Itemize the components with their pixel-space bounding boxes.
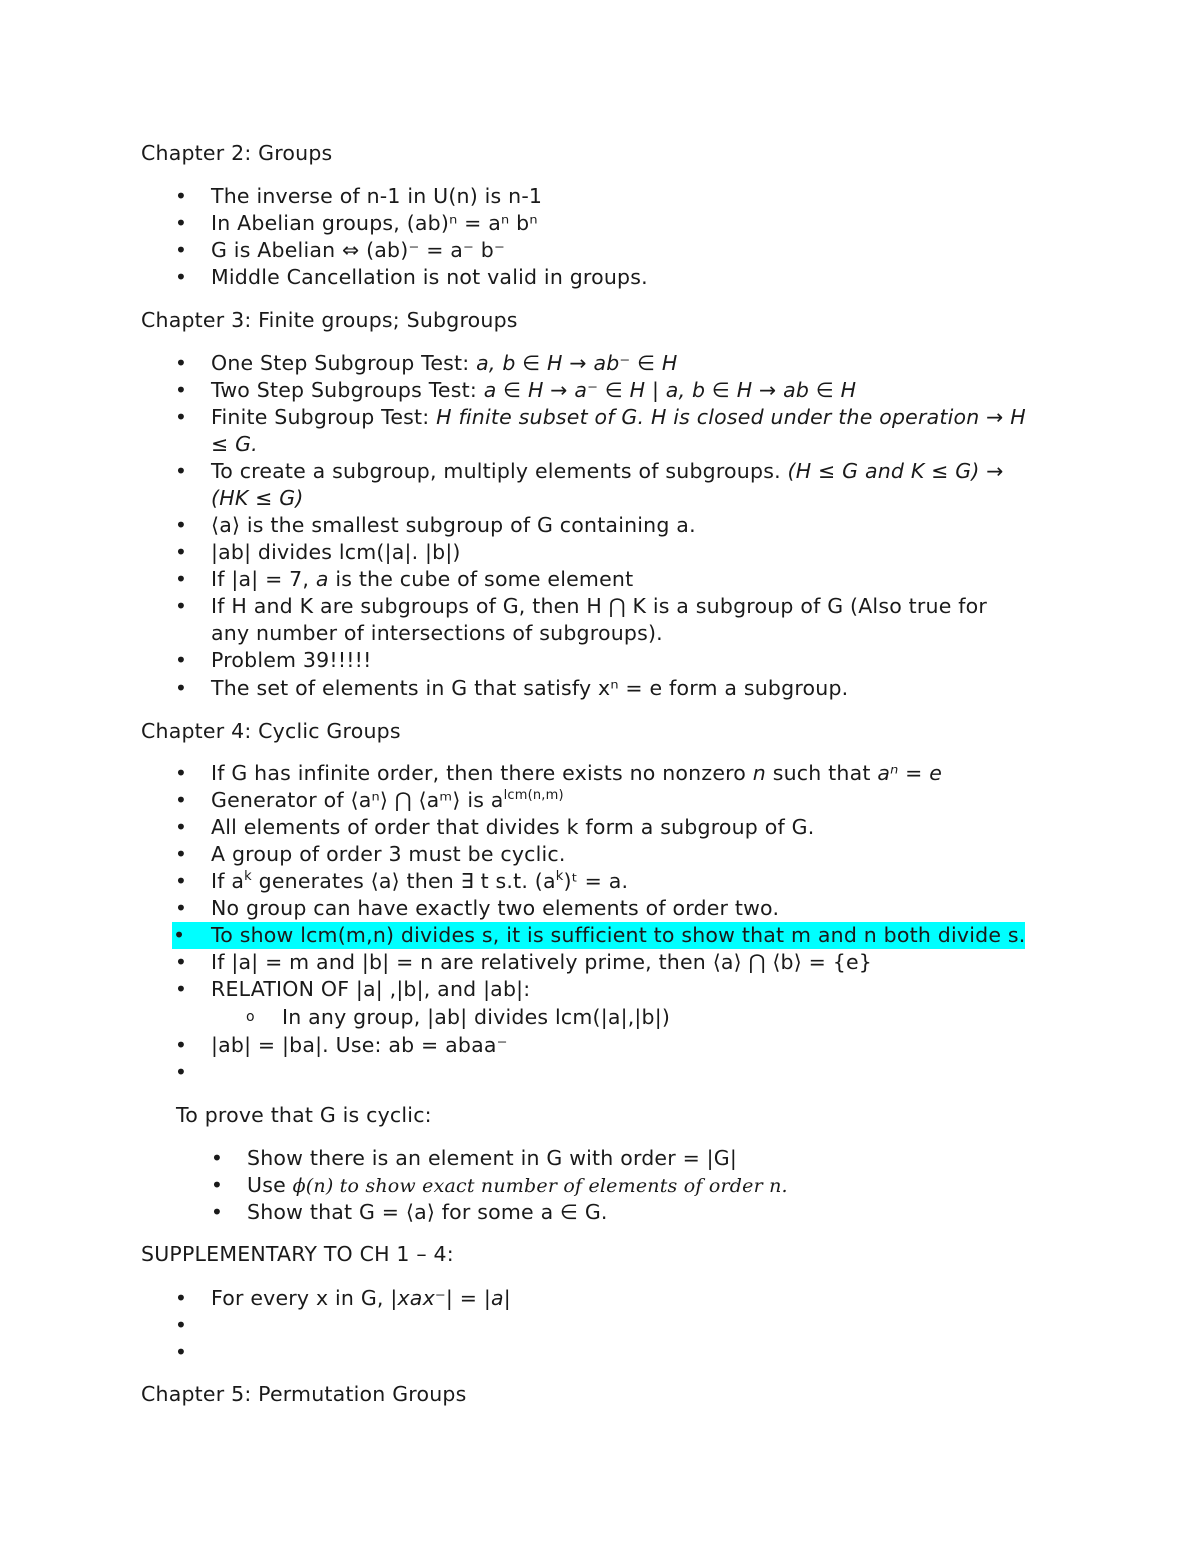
- list-item-text: Middle Cancellation is not valid in groups.: [211, 265, 648, 289]
- list-item: [0, 593, 1200, 620]
- bullet-icon: •: [174, 1060, 188, 1084]
- highlighted-list-item: [0, 922, 1200, 949]
- circle-bullet-icon: o: [246, 1009, 255, 1025]
- list-item: [0, 350, 1200, 377]
- formula-run: ϕ(n) to show exact number of elements of order n.: [292, 1175, 788, 1197]
- list-item-text: [211, 760, 942, 787]
- list-item-text: any number of intersections of subgroups).: [211, 621, 663, 645]
- list-item: [0, 976, 1200, 1003]
- list-item: [0, 814, 1200, 841]
- text-run: If G has infinite order, then there exists no nonzero: [211, 761, 753, 785]
- list-item-text: G is Abelian ⇔ (ab)⁻ = a⁻ b⁻: [211, 238, 506, 262]
- text-run: )ᵗ = a.: [563, 869, 629, 893]
- text-run: For every x in G, |: [211, 1286, 398, 1310]
- list-item-text: [211, 377, 856, 404]
- list-item: [0, 895, 1200, 922]
- list-item-text: No group can have exactly two elements of order two.: [211, 896, 780, 920]
- highlighted-text: To show lcm(m,n) divides s, it is sufficient to show that m and n both divide s.: [211, 923, 1026, 947]
- list-item: [0, 949, 1200, 976]
- supplementary-heading-line: [0, 1241, 1200, 1268]
- list-item: [0, 1032, 1200, 1059]
- chapter-5-heading: Chapter 5: Permutation Groups: [141, 1382, 467, 1406]
- chapter-5-heading-line: [0, 1381, 1200, 1408]
- list-item: [0, 512, 1200, 539]
- cyclic-proof-heading: To prove that G is cyclic:: [176, 1103, 432, 1127]
- bullet-icon: •: [174, 513, 188, 537]
- list-item-text: [211, 404, 1026, 431]
- bullet-icon: •: [174, 459, 188, 483]
- formula-run: (H ≤ G and K ≤ G) →: [787, 459, 1004, 483]
- text-run: |: [503, 1286, 511, 1310]
- list-item-text: In any group, |ab| divides lcm(|a|,|b|): [282, 1005, 671, 1029]
- list-item-text: The inverse of n-1 in U(n) is n-1: [211, 184, 543, 208]
- bullet-icon: •: [172, 922, 211, 949]
- list-item-text: [211, 566, 633, 593]
- list-item-text: RELATION OF |a| ,|b|, and |ab|:: [211, 977, 531, 1001]
- bullet-icon: •: [174, 211, 188, 235]
- bullet-icon: •: [174, 788, 188, 812]
- bullet-icon: •: [210, 1200, 224, 1224]
- list-item-text: The set of elements in G that satisfy xⁿ = e form a subgroup.: [211, 676, 849, 700]
- formula-run: ≤ G.: [211, 432, 258, 456]
- empty-list-item: [0, 1339, 1200, 1366]
- cyclic-proof-heading-line: [0, 1102, 1200, 1129]
- bullet-icon: •: [174, 896, 188, 920]
- list-item-text: |ab| = |ba|. Use: ab = abaa⁻: [211, 1033, 508, 1057]
- list-item-text: Problem 39!!!!!: [211, 648, 372, 672]
- list-item: [0, 1199, 1200, 1226]
- text-run: such that: [765, 761, 878, 785]
- list-item-continuation: [0, 485, 1200, 512]
- list-item-text: Show there is an element in G with order = |G|: [247, 1146, 737, 1170]
- list-item-text: ⟨a⟩ is the smallest subgroup of G containing a.: [211, 513, 696, 537]
- list-item-text: [211, 350, 678, 377]
- list-item-text: A group of order 3 must be cyclic.: [211, 842, 566, 866]
- superscript: lcm(n,m): [503, 788, 564, 804]
- chapter-3-heading-line: [0, 307, 1200, 334]
- chapter-2-heading: Chapter 2: Groups: [141, 141, 333, 165]
- bullet-icon: •: [174, 594, 188, 618]
- list-item: [0, 210, 1200, 237]
- bullet-icon: •: [174, 405, 188, 429]
- list-item: [0, 1172, 1200, 1199]
- bullet-icon: •: [174, 1313, 188, 1337]
- bullet-icon: •: [174, 815, 188, 839]
- list-item: [0, 566, 1200, 593]
- bullet-icon: •: [174, 351, 188, 375]
- bullet-icon: •: [174, 265, 188, 289]
- list-item-continuation: [0, 431, 1200, 458]
- text-run: One Step Subgroup Test:: [211, 351, 477, 375]
- superscript: k: [244, 869, 252, 885]
- chapter-4-heading: Chapter 4: Cyclic Groups: [141, 719, 401, 743]
- superscript: k: [555, 869, 564, 885]
- list-item-text: [211, 868, 628, 895]
- list-item-text: If |a| = m and |b| = n are relatively prime, then ⟨a⟩ ⋂ ⟨b⟩ = {e}: [211, 950, 873, 974]
- text-run: If a: [211, 869, 245, 893]
- list-item: [0, 1145, 1200, 1172]
- list-item: [0, 675, 1200, 702]
- list-item-text: Show that G = ⟨a⟩ for some a ∈ G.: [247, 1200, 608, 1224]
- bullet-icon: •: [174, 950, 188, 974]
- bullet-icon: •: [210, 1173, 224, 1197]
- formula-run: a: [315, 567, 329, 591]
- bullet-icon: •: [174, 1340, 188, 1364]
- formula-run: n: [752, 761, 766, 785]
- formula-run: xax⁻: [397, 1286, 446, 1310]
- bullet-icon: •: [174, 977, 188, 1001]
- bullet-icon: •: [174, 378, 188, 402]
- bullet-icon: •: [174, 540, 188, 564]
- list-item-text: [211, 1285, 511, 1312]
- list-item: [0, 787, 1200, 814]
- bullet-icon: •: [174, 869, 188, 893]
- list-item: [0, 458, 1200, 485]
- formula-run: a, b ∈ H → ab⁻ ∈ H: [476, 351, 678, 375]
- list-item-text: [247, 1172, 788, 1200]
- list-item-text: In Abelian groups, (ab)ⁿ = aⁿ bⁿ: [211, 211, 538, 235]
- formula-run: a: [490, 1286, 504, 1310]
- list-item: [0, 841, 1200, 868]
- bullet-icon: •: [174, 567, 188, 591]
- list-item: [0, 183, 1200, 210]
- list-item: [0, 760, 1200, 787]
- bullet-icon: •: [174, 761, 188, 785]
- bullet-icon: •: [174, 184, 188, 208]
- empty-list-item: [0, 1059, 1200, 1086]
- chapter-3-heading: Chapter 3: Finite groups; Subgroups: [141, 308, 518, 332]
- text-run: Two Step Subgroups Test:: [211, 378, 484, 402]
- formula-run: H finite subset of G. H is closed under the operation → H: [436, 405, 1026, 429]
- text-run: is the cube of some element: [328, 567, 634, 591]
- sub-list-item: [0, 1004, 1200, 1031]
- list-item-text: [211, 458, 1004, 485]
- chapter-2-heading-line: [0, 140, 1200, 167]
- formula-run: (HK ≤ G): [211, 486, 304, 510]
- list-item: [0, 1285, 1200, 1312]
- list-item: [0, 647, 1200, 674]
- bullet-icon: •: [174, 842, 188, 866]
- list-item-text: [211, 787, 564, 814]
- list-item-text: All elements of order that divides k form a subgroup of G.: [211, 815, 815, 839]
- bullet-icon: •: [210, 1146, 224, 1170]
- bullet-icon: •: [174, 648, 188, 672]
- list-item: [0, 868, 1200, 895]
- text-run: | = |: [445, 1286, 491, 1310]
- text-run: Generator of ⟨aⁿ⟩ ⋂ ⟨aᵐ⟩ is a: [211, 788, 504, 812]
- list-item-continuation: [0, 620, 1200, 647]
- empty-list-item: [0, 1312, 1200, 1339]
- list-item: [0, 404, 1200, 431]
- text-run: If |a| = 7,: [211, 567, 316, 591]
- formula-run: a ∈ H → a⁻ ∈ H | a, b ∈ H → ab ∈ H: [483, 378, 857, 402]
- text-run: Finite Subgroup Test:: [211, 405, 437, 429]
- list-item: [0, 377, 1200, 404]
- supplementary-heading: SUPPLEMENTARY TO CH 1 – 4:: [141, 1242, 454, 1266]
- list-item: [0, 237, 1200, 264]
- text-run: To create a subgroup, multiply elements of subgroups.: [211, 459, 788, 483]
- list-item: [0, 264, 1200, 291]
- list-item: [0, 539, 1200, 566]
- bullet-icon: •: [174, 238, 188, 262]
- text-run: generates ⟨a⟩ then ∃ t s.t. (a: [251, 869, 556, 893]
- bullet-icon: •: [174, 1286, 188, 1310]
- list-item-text: If H and K are subgroups of G, then H ⋂ K is a subgroup of G (Also true for: [211, 594, 988, 618]
- formula-run: aⁿ = e: [877, 761, 943, 785]
- bullet-icon: •: [174, 1033, 188, 1057]
- bullet-icon: •: [174, 676, 188, 700]
- chapter-4-heading-line: [0, 718, 1200, 745]
- list-item-text: |ab| divides lcm(|a|. |b|): [211, 540, 461, 564]
- text-run: Use: [247, 1173, 293, 1197]
